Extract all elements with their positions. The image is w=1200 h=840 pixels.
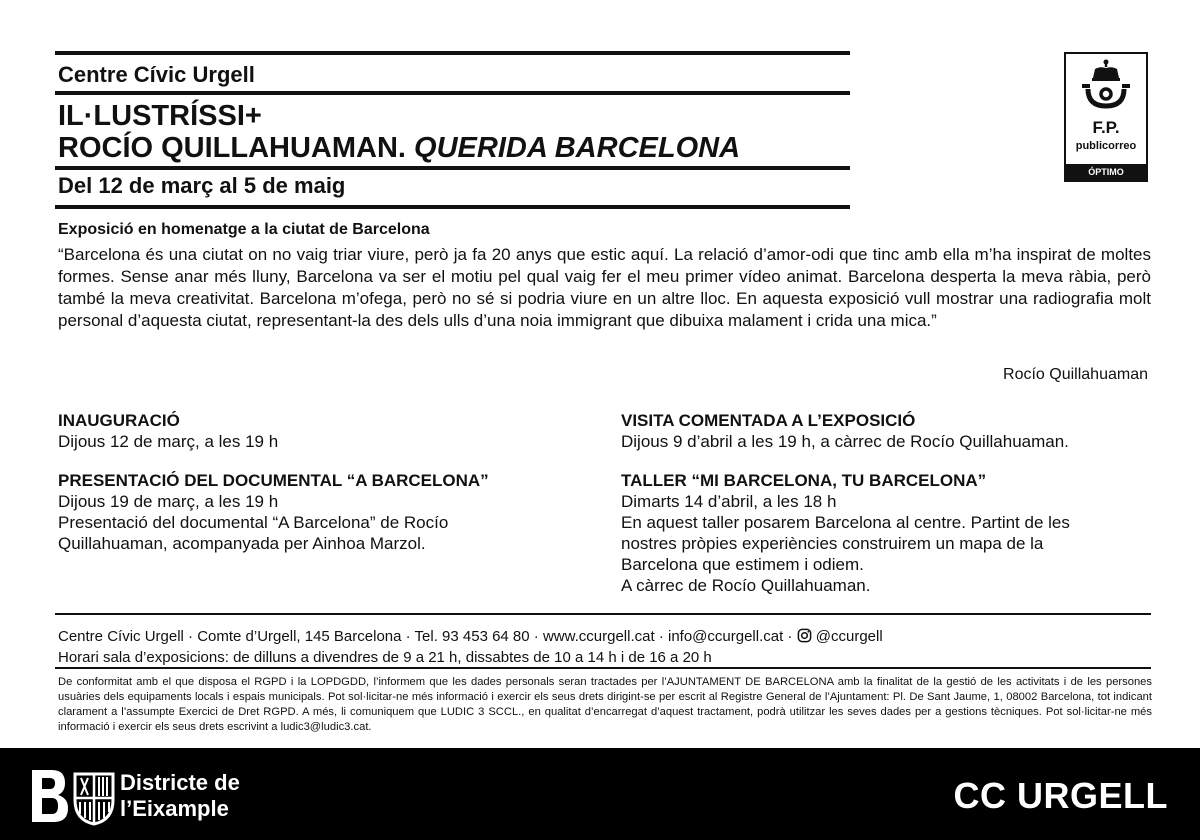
contact-address: Centre Cívic Urgell · Comte d’Urgell, 145 Barcelona · Tel. 93 453 64 80 · www.ccurgell.cat · info@ccurgell.cat · — [58, 628, 797, 645]
contact-info — [58, 626, 883, 668]
contact-divider — [55, 613, 1151, 615]
bottom-header-rule — [55, 205, 850, 209]
contact-hours: Horari sala d’exposicions: de dilluns a divendres de 9 a 21 h, dissabtes de 10 a 14 h i de 16 a 20 h — [58, 649, 712, 666]
quote-author: Rocío Quillahuaman — [1003, 366, 1148, 383]
artist-name: ROCÍO QUILLAHUAMAN. — [58, 132, 415, 164]
postal-badge — [1064, 52, 1148, 182]
district-line-1: Districte de — [120, 770, 240, 795]
postal-tier: ÓPTIMO — [1066, 164, 1146, 180]
intro-subtitle: Exposició en homenatge a la ciutat de Barcelona — [58, 221, 430, 238]
instagram-icon — [797, 628, 812, 643]
artist-quote: “Barcelona és una ciutat on no vaig triar viure, però ja fa 20 anys que estic aquí. La relació d’amor-odi que tinc amb ella m’ha inspirat de moltes formes. Sense anar més lluny, Barcelona va ser el motiu pel qual vaig fer el meu primer vídeo animat. Barcelona desperta la meva ràbia, però també la meva creativitat. Barcelona m’ofega, però no sé si podria viure en un altre lloc. En aquesta exposició vull mostrar una radiografia molt personal d’aquesta ciutat, representant-la des dels ulls d’una noia immigrant que dibuixa malament i crida una mica.” — [58, 245, 1151, 330]
event-line: Dijous 9 d’abril a les 19 h, a càrrec de Rocío Quillahuaman. — [621, 432, 1069, 451]
title-rule — [55, 91, 850, 95]
district-line-2: l’Eixample — [120, 796, 229, 821]
barcelona-b-shield-icon — [28, 766, 118, 826]
event-workshop — [621, 470, 1070, 596]
venue-name: Centre Cívic Urgell — [58, 62, 255, 87]
legal-divider — [55, 667, 1151, 669]
title-line-2 — [58, 132, 740, 164]
postal-service: publicorreo — [1075, 140, 1137, 152]
footer-bar — [0, 748, 1200, 840]
crown-posthorn-icon — [1066, 56, 1146, 116]
event-title: PRESENTACIÓ DEL DOCUMENTAL “A BARCELONA” — [58, 471, 489, 490]
district-name — [120, 770, 240, 822]
legal-notice: De conformitat amb el que disposa el RGPD i la LOPDGDD, l’informem que les dades personals seran tractades per l’AJUNTAMENT DE BARCELONA amb la finalitat de la gestió de les activitats i de les persones usuàries dels equipaments locals i espais municipals. Pot sol·licitar-ne més informació i exercir els seus drets dirigint-se per escrit al Registre General de l’Ajuntament: Pl. De Sant Jaume, 1, 08002 Barcelona, tot indicant clarament a l’assumpte Exercici de Dret RGPD. A més, li comuniquem que LUDIC 3 SCCL., en qualitat d’encarregat d’aquest tractament, podrà utilitzar les seves dades per a gestions tècniques. Pot sol·licitar-ne més informació i exercir els seus drets escrivint a ludic3@ludic3.cat. — [58, 676, 1152, 733]
event-title: INAUGURACIÓ — [58, 411, 180, 430]
event-line: En aquest taller posarem Barcelona al centre. Partint de les — [621, 513, 1070, 532]
title-line-1: IL·LUSTRÍSSI+ — [58, 100, 262, 132]
event-guided-visit — [621, 410, 1069, 452]
instagram-handle: @ccurgell — [815, 628, 883, 645]
event-documentary — [58, 470, 489, 554]
contact-line-1 — [58, 626, 883, 647]
event-line: Barcelona que estimem i odiem. — [621, 555, 864, 574]
cc-urgell-logo: CC URGELL — [953, 775, 1168, 816]
exhibition-dates: Del 12 de març al 5 de maig — [58, 173, 346, 198]
exhibition-subtitle: QUERIDA BARCELONA — [414, 132, 741, 164]
top-rule — [55, 51, 850, 55]
exhibition-title — [58, 100, 740, 164]
event-line: Dijous 12 de març, a les 19 h — [58, 432, 279, 451]
postal-code: F.P. — [1092, 118, 1120, 137]
event-opening — [58, 410, 278, 452]
event-line: Dimarts 14 d’abril, a les 18 h — [621, 492, 837, 511]
event-line: Presentació del documental “A Barcelona” de Rocío — [58, 513, 449, 532]
event-line: Dijous 19 de març, a les 19 h — [58, 492, 279, 511]
dates-rule — [55, 166, 850, 170]
event-line: nostres pròpies experiències construirem un mapa de la — [621, 534, 1044, 553]
event-line: A càrrec de Rocío Quillahuaman. — [621, 576, 871, 595]
event-line: Quillahuaman, acompanyada per Ainhoa Marzol. — [58, 534, 426, 553]
event-title: VISITA COMENTADA A L’EXPOSICIÓ — [621, 411, 916, 430]
event-title: TALLER “MI BARCELONA, TU BARCELONA” — [621, 471, 987, 490]
